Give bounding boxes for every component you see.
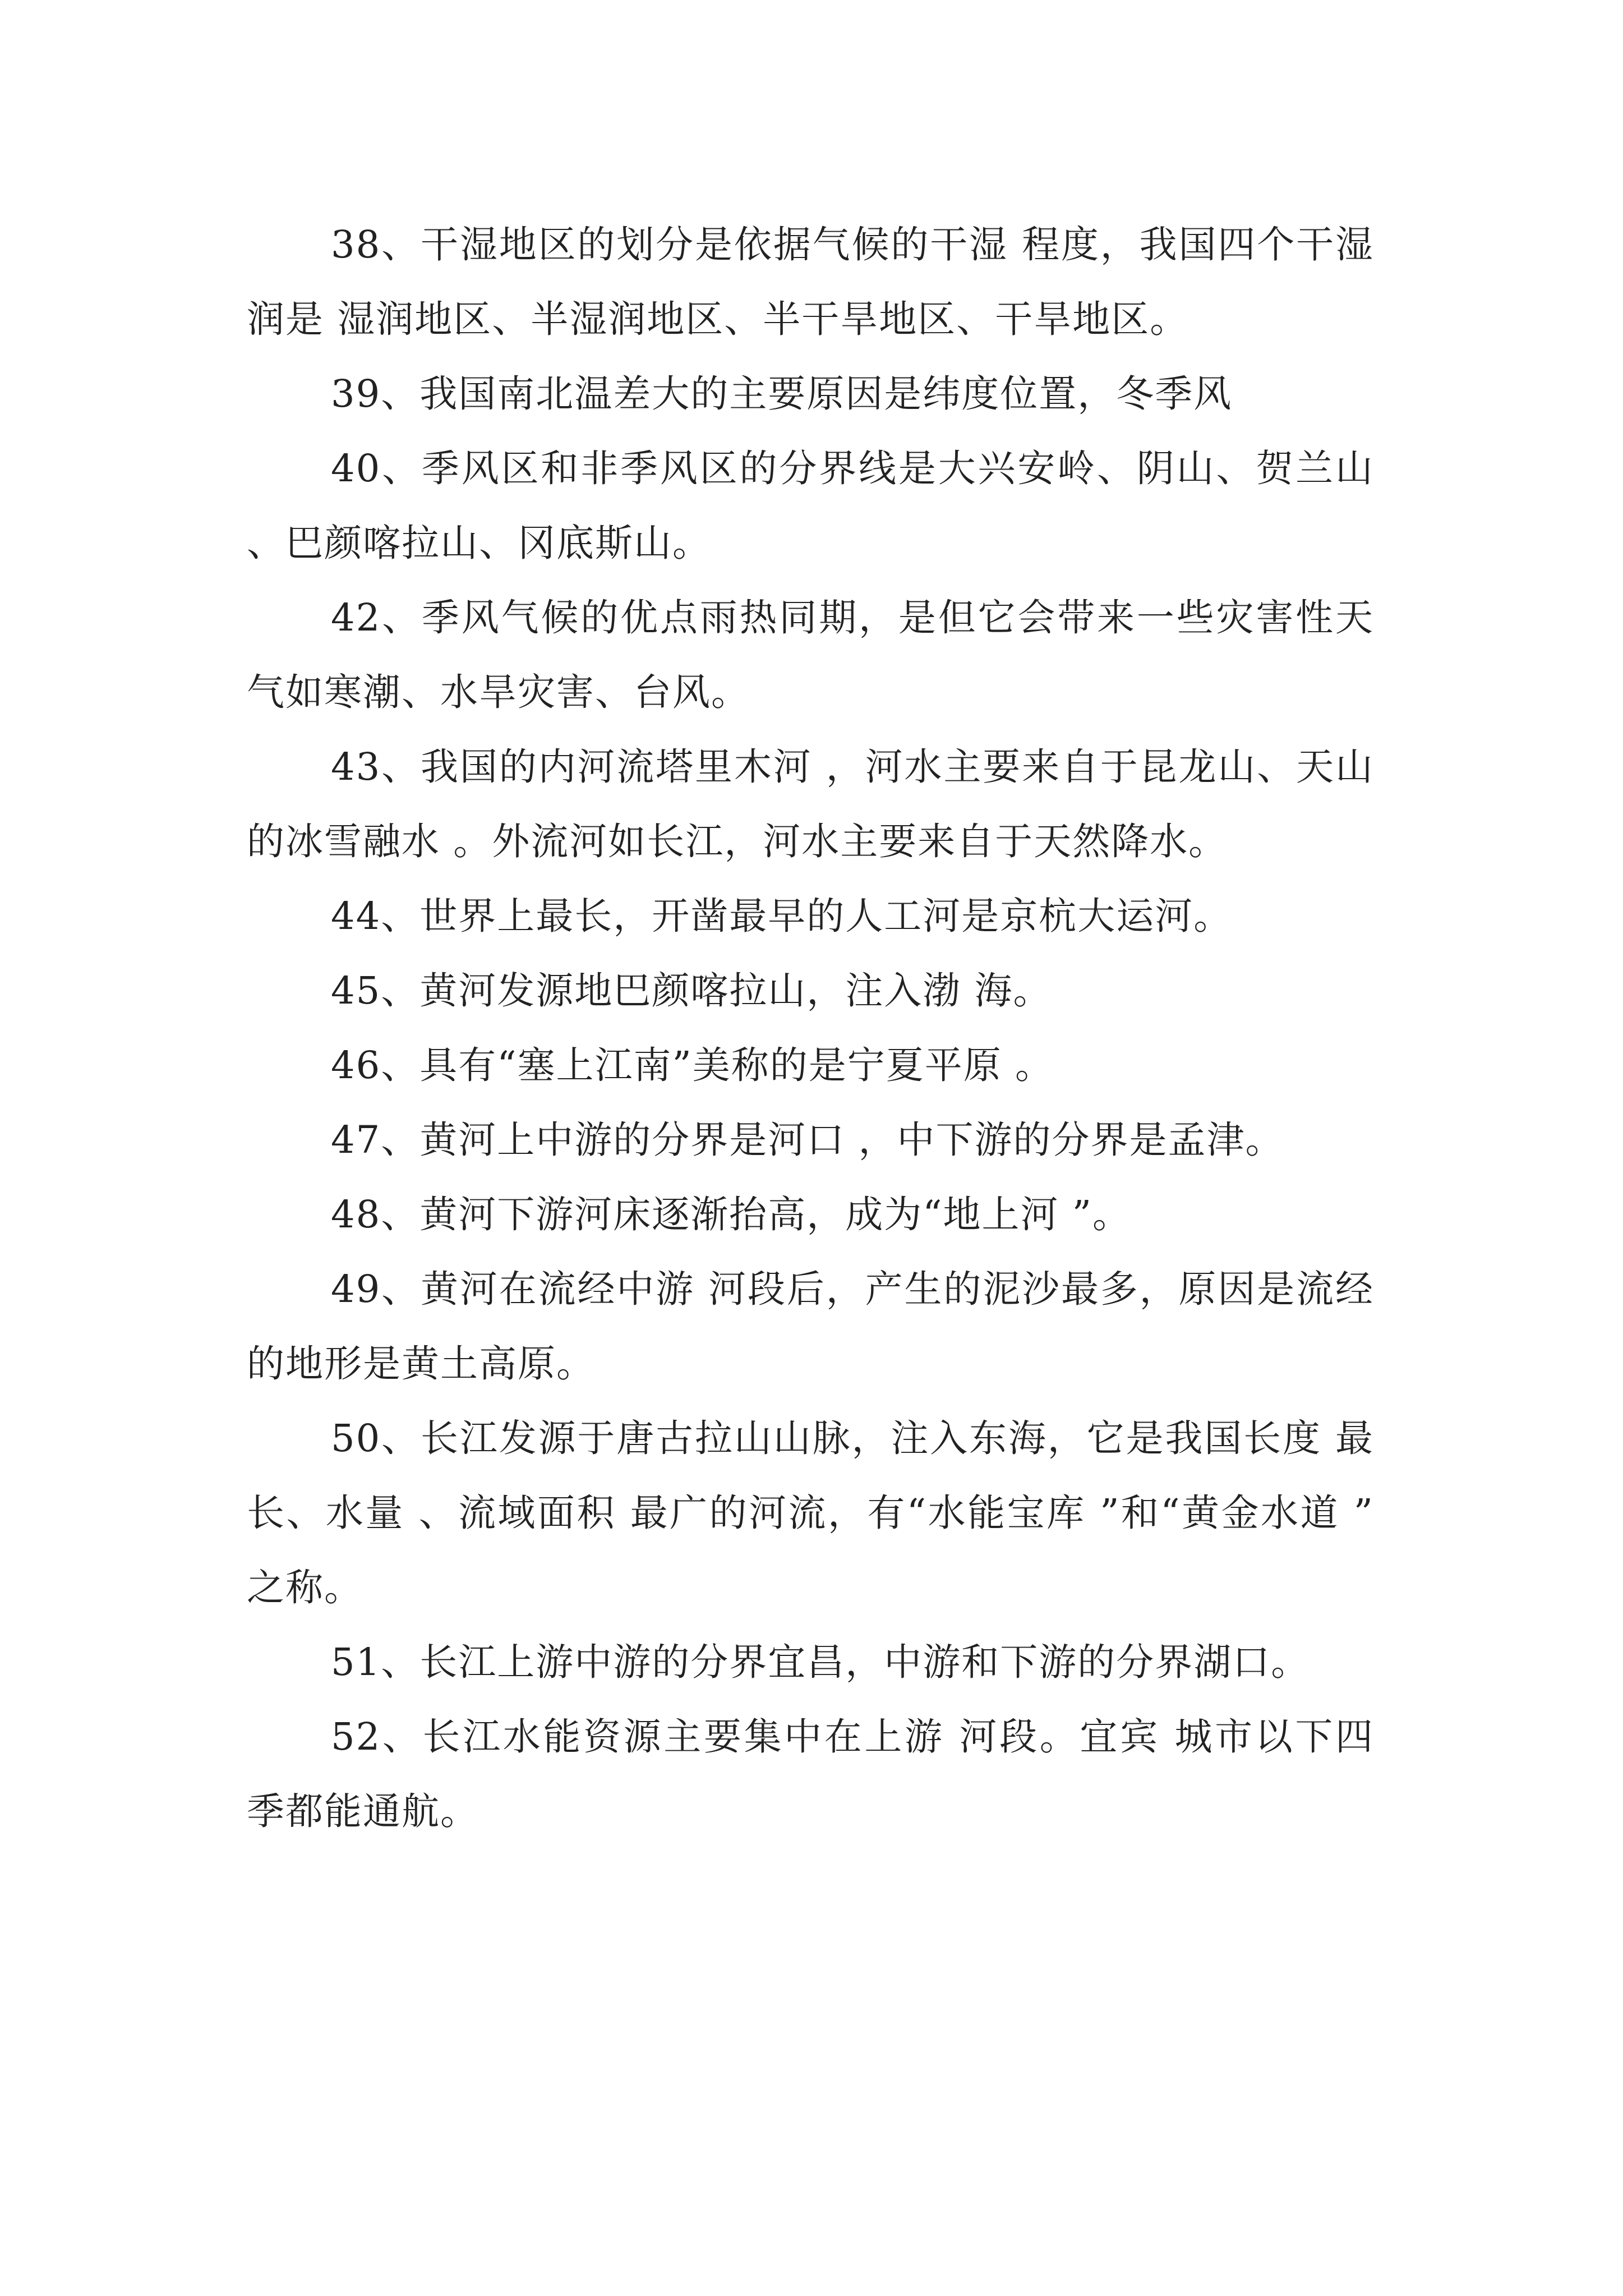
paragraph-45: 45、黄河发源地巴颜喀拉山，注入渤 海。 <box>331 969 1052 1013</box>
paragraph-38: 38、干湿地区的划分是依据气候的干湿 程度，我国四个干湿润是 湿润地区、半湿润地区、半干旱地区、干旱地区。 <box>247 223 1374 341</box>
paragraph-44: 44、世界上最长，开凿最早的人工河是京杭大运河。 <box>331 894 1233 938</box>
paragraph-39: 39、我国南北温差大的主要原因是纬度位置，冬季风 <box>331 372 1233 416</box>
paragraph-42: 42、季风气候的优点雨热同期，是但它会带来一些灾害性天气如寒潮、水旱灾害、台风。 <box>247 596 1374 714</box>
paragraph-43: 43、我国的内河流塔里木河 ，河水主要来自于昆龙山、天山的冰雪融水 。外流河如长江，河水主要来自于天然降水。 <box>247 745 1374 863</box>
paragraph-40: 40、季风区和非季风区的分界线是大兴安岭、阴山、贺兰山、巴颜喀拉山、冈底斯山。 <box>247 447 1374 565</box>
paragraph-47: 47、黄河上中游的分界是河口 ，中下游的分界是孟津。 <box>331 1118 1284 1162</box>
paragraph-51: 51、长江上游中游的分界宜昌，中游和下游的分界湖口。 <box>331 1640 1310 1684</box>
paragraph-52: 52、长江水能资源主要集中在上游 河段。宜宾 城市以下四季都能通航。 <box>247 1715 1374 1833</box>
paragraph-48: 48、黄河下游河床逐渐抬高，成为“地上河 ”。 <box>331 1193 1132 1236</box>
document-body <box>247 208 1374 1849</box>
paragraph-50: 50、长江发源于唐古拉山山脉，注入东海，它是我国长度 最长、水量 、流域面积 最广的河流，有“水能宝库 ”和“黄金水道 ”之称。 <box>247 1416 1374 1609</box>
paragraph-49: 49、黄河在流经中游 河段后，产生的泥沙最多，原因是流经的地形是黄土高原。 <box>247 1267 1374 1386</box>
paragraph-46: 46、具有“塞上江南”美称的是宁夏平原 。 <box>331 1043 1054 1087</box>
